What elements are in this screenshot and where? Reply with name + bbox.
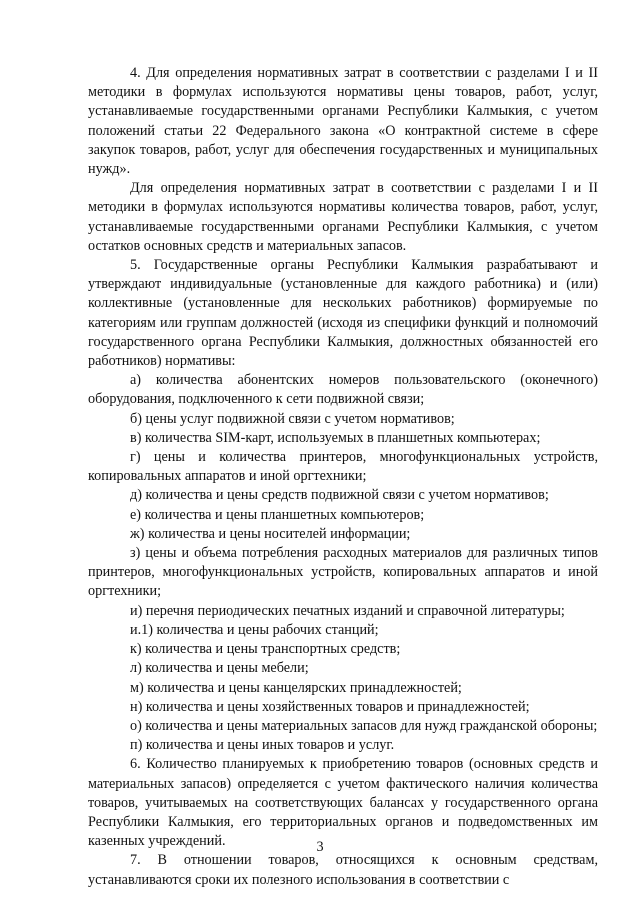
list-item-k: к) количества и цены транспортных средств; [130, 641, 401, 658]
list-item-p: п) количества и цены иных товаров и услуг. [130, 737, 395, 754]
list-item-v: в) количества SIM-карт, используемых в планшетных компьютерах; [130, 429, 541, 446]
list-item-a: а) количества абонентских номеров пользовательского (оконечного) оборудования, подключенного к сети подвижной связи; [88, 372, 598, 408]
paragraph-4-continued: Для определения нормативных затрат в соответствии с разделами I и II методики в формулах используются нормативы количества товаров, работ, услуг, устанавливаемые государственными органами Республики Калмыкия, с учетом остатков основных средств и материальных запасов. [88, 180, 598, 254]
paragraph-7: 7. В отношении товаров, относящихся к основным средствам, устанавливаются сроки их полезного использования в соответствии с [88, 852, 598, 888]
paragraph-5: 5. Государственные органы Республики Калмыкия разрабатывают и утверждают индивидуальные (установленные для каждого работника) и (или) коллективные (установленные для нескольких работников) формируемые по категориям или группам должностей (исходя из специфики функций и полномочий государственного органа Республики Калмыкия, должностных обязанностей его работников) нормативы: [88, 257, 598, 370]
list-item-d: д) количества и цены средств подвижной связи с учетом нормативов; [130, 487, 549, 504]
list-item-z: з) цены и объема потребления расходных материалов для различных типов принтеров, многофункциональных устройств, копировальных аппаратов и иной оргтехники; [88, 545, 598, 600]
list-item-i1: и.1) количества и цены рабочих станций; [130, 621, 379, 638]
list-item-n: н) количества и цены хозяйственных товаров и принадлежностей; [130, 698, 530, 715]
list-item-e: е) количества и цены планшетных компьютеров; [130, 506, 425, 523]
paragraph-4: 4. Для определения нормативных затрат в соответствии с разделами I и II методики в формулах используются нормативы цены товаров, работ, услуг, устанавливаемые государственными органами Республики Калмыкия, с учетом положений статьи 22 Федерального закона «О контрактной системе в сфере закупок товаров, работ, услуг для обеспечения государственных и муниципальных нужд». [88, 65, 598, 178]
page-number: 3 [316, 839, 324, 855]
list-item-g: г) цены и количества принтеров, многофункциональных устройств, копировальных аппаратов и иной оргтехники; [88, 449, 598, 485]
list-item-i: и) перечня периодических печатных изданий и справочной литературы; [130, 602, 565, 619]
list-item-zh: ж) количества и цены носителей информации; [130, 525, 411, 542]
list-item-l: л) количества и цены мебели; [130, 660, 309, 677]
paragraph-6: 6. Количество планируемых к приобретению товаров (основных средств и материальных запасов) определяется с учетом фактического наличия количества товаров, учитываемых на соответствующих балансах у государственного органа Республики Калмыкия, его территориальных органов и подведомственных им казенных учреждений. [88, 756, 598, 850]
list-item-m: м) количества и цены канцелярских принадлежностей; [130, 679, 462, 696]
document-body [88, 64, 598, 890]
list-item-b: б) цены услуг подвижной связи с учетом нормативов; [130, 410, 455, 427]
list-item-o: о) количества и цены материальных запасов для нужд гражданской обороны; [130, 717, 598, 734]
